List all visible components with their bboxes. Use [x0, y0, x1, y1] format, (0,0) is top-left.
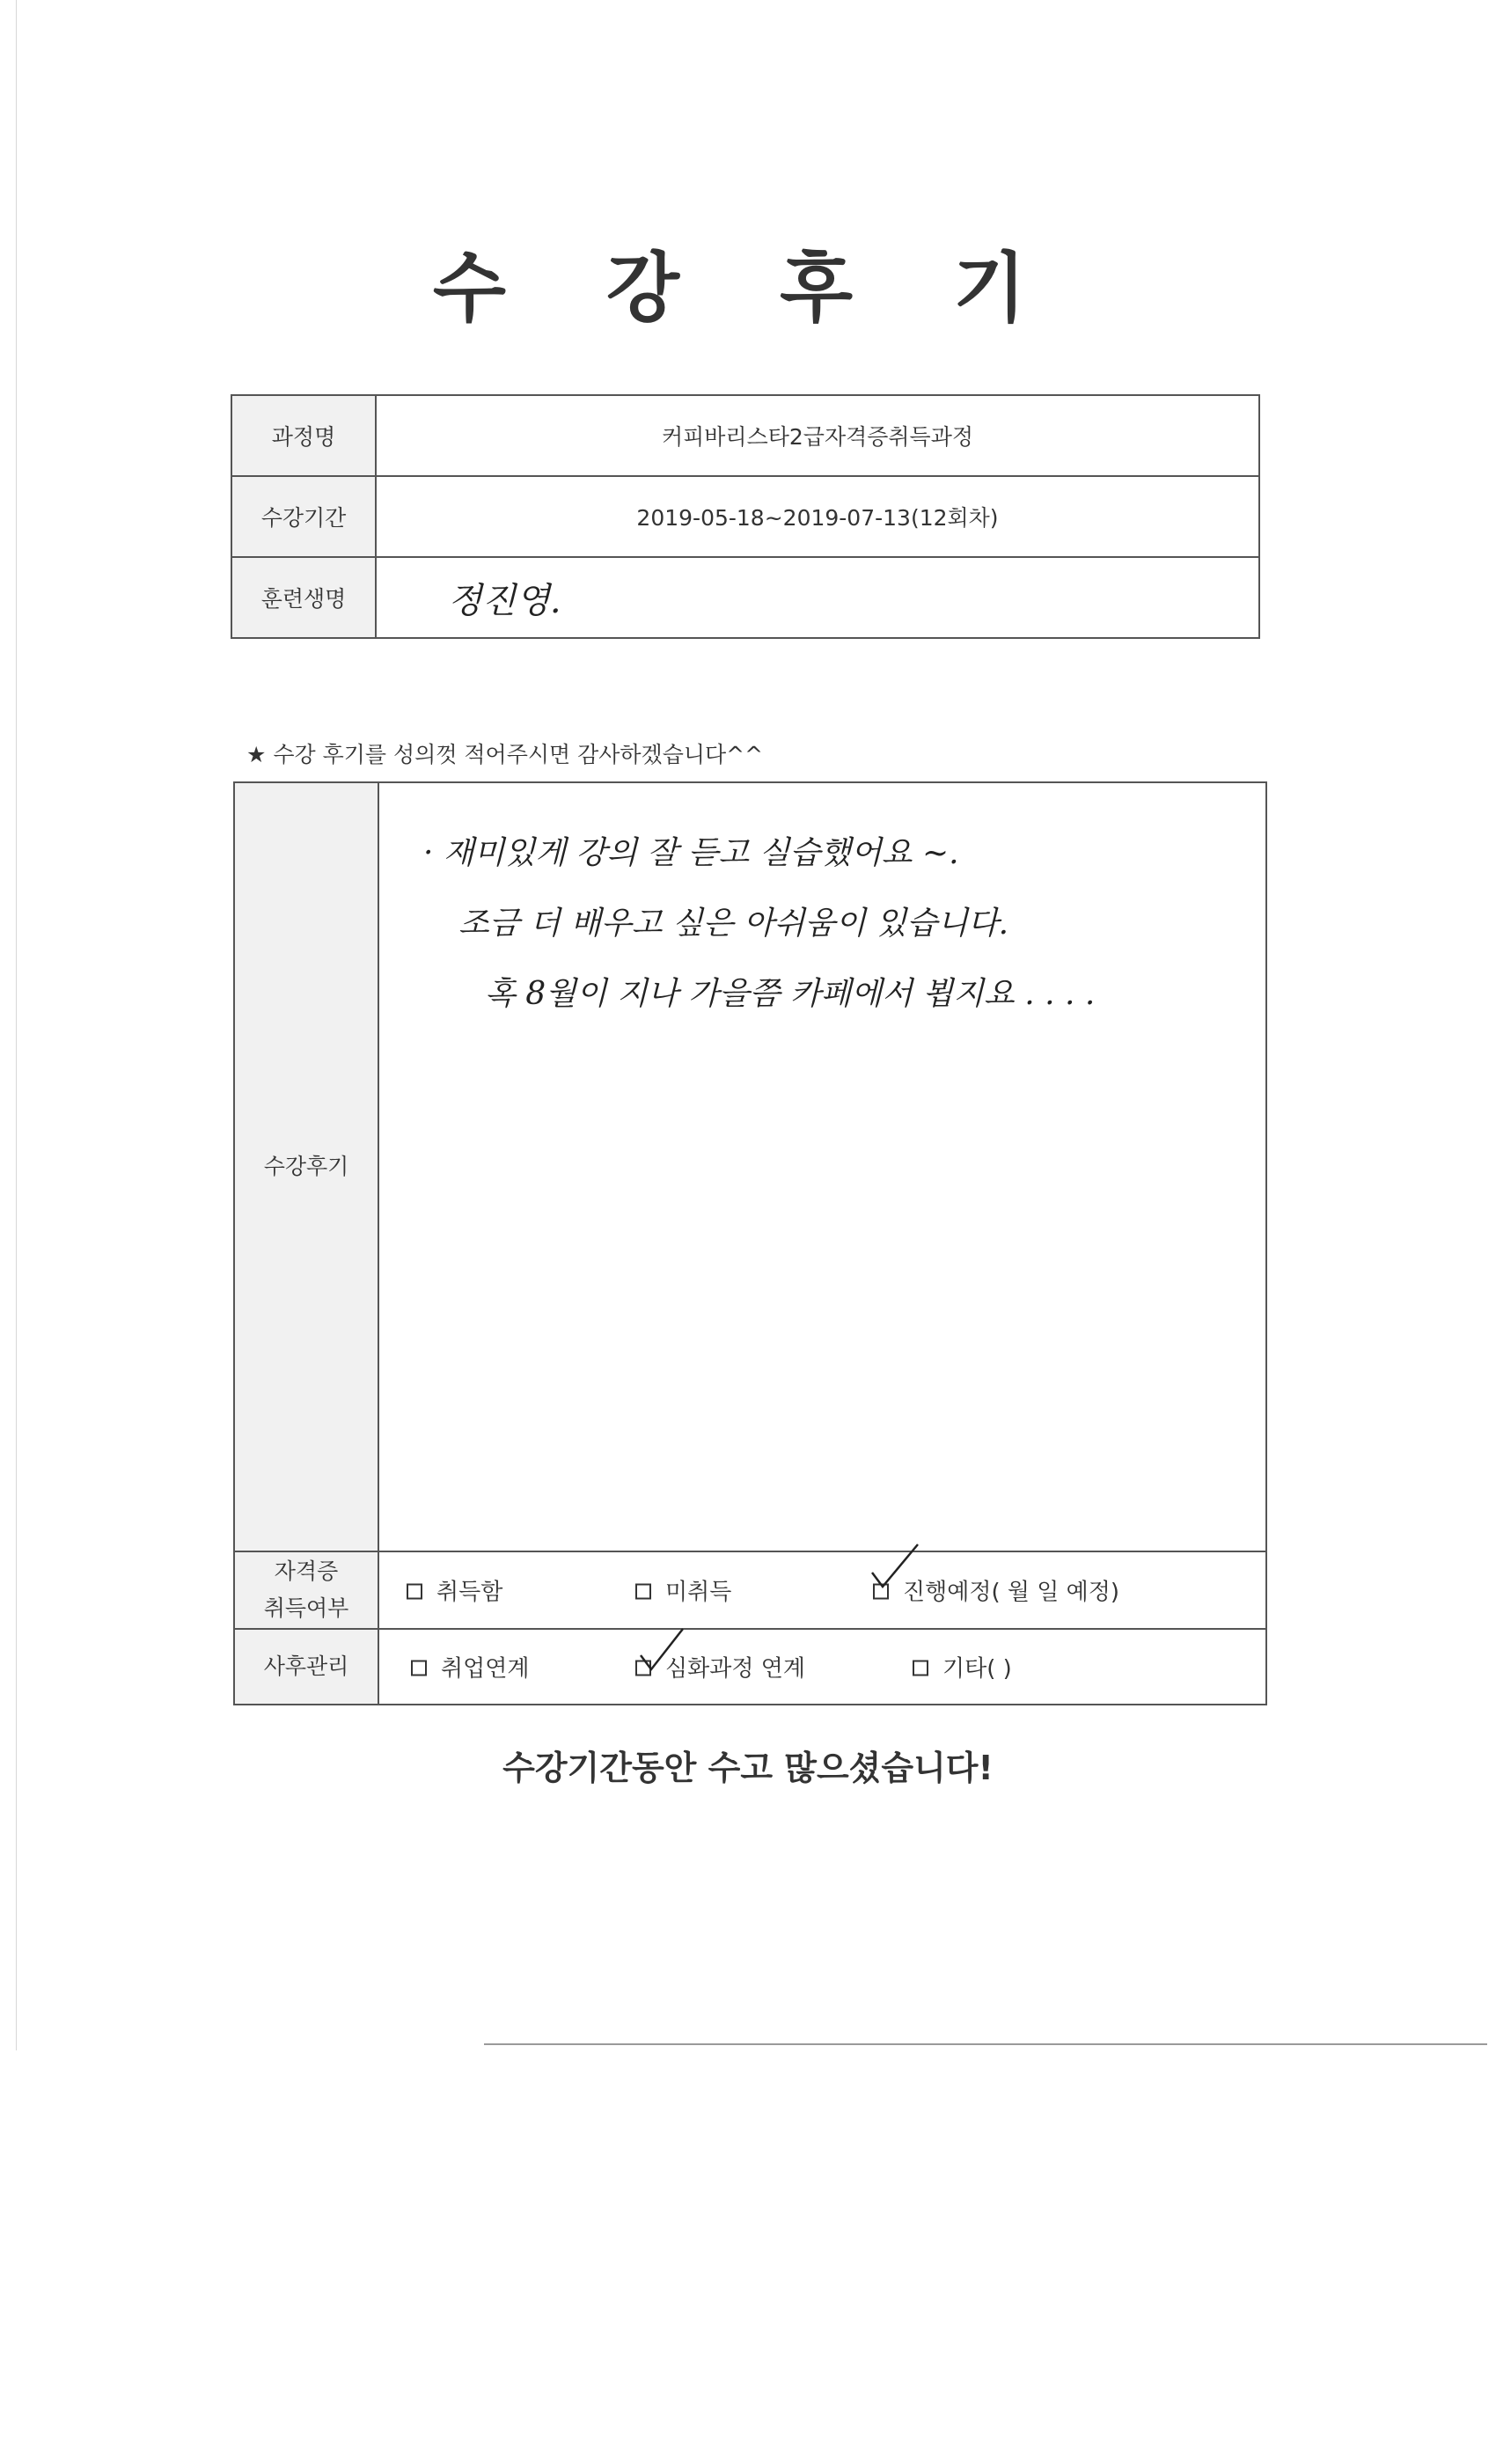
certificate-options: [378, 1551, 1266, 1629]
checkbox-icon[interactable]: [913, 1660, 928, 1676]
period-value: 2019-05-18~2019-07-13(12회차): [376, 476, 1259, 557]
review-table: [233, 781, 1267, 1705]
trainee-cell: [376, 557, 1259, 638]
certificate-option-not-obtained[interactable]: 미취득: [635, 1574, 731, 1607]
period-label: 수강기간: [231, 476, 376, 557]
aftercare-options: [378, 1629, 1266, 1705]
review-body: [378, 782, 1266, 1551]
review-label: 수강후기: [234, 782, 378, 1551]
course-label: 과정명: [231, 395, 376, 476]
review-line-1: · 재미있게 강의 잘 듣고 실습했어요 ~.: [423, 835, 959, 871]
checkbox-icon[interactable]: [411, 1660, 427, 1676]
handwritten-check-icon: [869, 1543, 921, 1595]
aftercare-option-other[interactable]: 기타( ): [913, 1651, 1012, 1683]
trainee-label: 훈련생명: [231, 557, 376, 638]
trainee-handwritten-name: 정진영.: [448, 580, 561, 621]
review-line-2: 조금 더 배우고 싶은 아쉬움이 있습니다.: [458, 906, 1009, 942]
review-line-3: 혹 8월이 지나 가을쯤 카페에서 뵙지요 . . . .: [485, 976, 1096, 1012]
checkbox-icon[interactable]: [635, 1583, 651, 1599]
handwritten-review: [379, 783, 1265, 1030]
course-info-table: [231, 394, 1260, 639]
handwritten-check-icon: [635, 1624, 688, 1676]
aftercare-option-employment[interactable]: 취업연계: [411, 1651, 529, 1683]
certificate-label-line2: 취득여부: [263, 1595, 349, 1621]
certificate-label-line1: 자격증: [274, 1558, 339, 1584]
course-value: 커피바리스타2급자격증취득과정: [376, 395, 1259, 476]
aftercare-option-advanced-course[interactable]: 심화과정 연계: [635, 1651, 805, 1683]
certificate-label: [234, 1551, 378, 1629]
aftercare-label: 사후관리: [234, 1629, 378, 1705]
instruction-note: ★ 수강 후기를 성의껏 적어주시면 감사하겠습니다^^: [246, 742, 764, 767]
checkbox-icon[interactable]: [407, 1583, 422, 1599]
certificate-option-obtained[interactable]: 취득함: [407, 1574, 502, 1607]
closing-message: 수강기간동안 수고 많으셨습니다!: [502, 1749, 994, 1787]
certificate-option-in-progress[interactable]: 진행예정( 월 일 예정): [873, 1574, 1119, 1607]
document-title: 수 강 후 기: [432, 245, 1064, 333]
scan-edge-bottom: [484, 2043, 1487, 2045]
